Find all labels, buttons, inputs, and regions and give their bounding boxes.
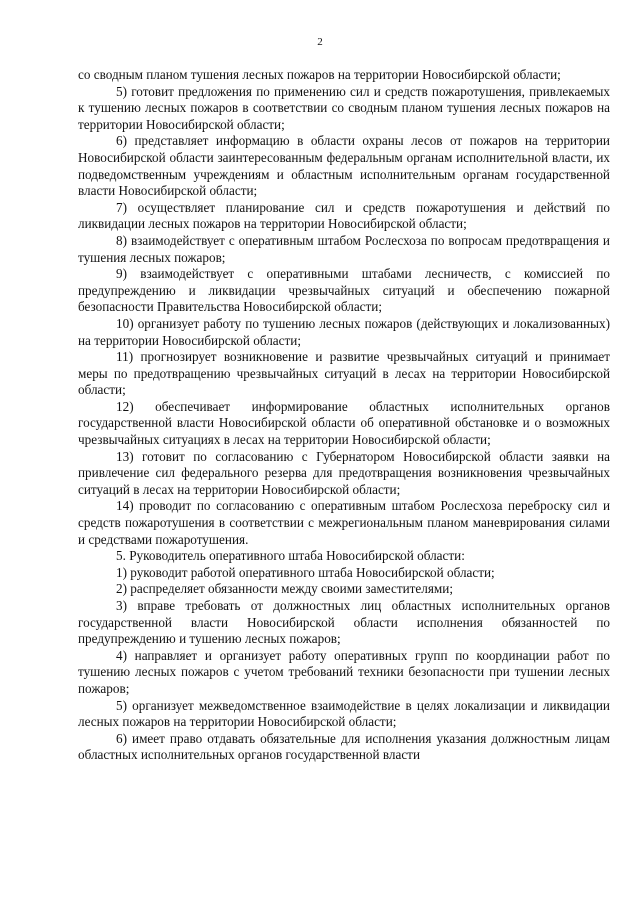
paragraph: 1) руководит работой оперативного штаба Новосибирской области; (116, 564, 495, 580)
page-number: 2 (317, 36, 323, 48)
paragraph: 5) организует межведомственное взаимодействие в целях локализации и ликвидации лесных пожаров на территории Новосибирской области; (78, 697, 610, 730)
paragraph: 13) готовит по согласованию с Губернатором Новосибирской области заявки на привлечение сил федерального резерва для предотвращения возникновения чрезвычайных ситуаций в лесах на территории Новосибирской области; (78, 448, 610, 497)
paragraph: 5. Руководитель оперативного штаба Новосибирской области: (116, 548, 465, 564)
document-body (78, 67, 610, 764)
paragraph: 7) осуществляет планирование сил и средств пожаротушения и действий по ликвидации лесных пожаров на территории Новосибирской области; (78, 199, 610, 232)
paragraph: 8) взаимодействует с оперативным штабом Рослесхоза по вопросам предотвращения и тушения лесных пожаров; (78, 232, 610, 265)
paragraph: 4) направляет и организует работу оперативных групп по координации работ по тушению лесных пожаров с учетом требований техники безопасности при тушении лесных пожаров; (78, 647, 610, 696)
paragraph: со сводным планом тушения лесных пожаров на территории Новосибирской области; (78, 67, 561, 82)
paragraph: 6) имеет право отдавать обязательные для исполнения указания должностным лицам областных исполнительных органов государственной власти (78, 730, 610, 763)
paragraph: 12) обеспечивает информирование областных исполнительных органов государственной власти Новосибирской области об оперативной обстановке и о возможных чрезвычайных ситуациях в лесах на территории Новосибирской области; (78, 398, 610, 448)
paragraph: 9) взаимодействует с оперативными штабами лесничеств, с комиссией по предупреждению и ликвидации чрезвычайных ситуаций и обеспечению пожарной безопасности Правительства Новосибирской области; (78, 266, 610, 315)
paragraph: 6) представляет информацию в области охраны лесов от пожаров на территории Новосибирской области заинтересованным федеральным органам исполнительной власти, их подведомственным учреждениям и областным исполнительным органам государственной власти Новосибирской области; (78, 133, 610, 199)
paragraph: 2) распределяет обязанности между своими заместителями; (116, 581, 453, 597)
paragraph: 10) организует работу по тушению лесных пожаров (действующих и локализованных) на территории Новосибирской области; (78, 315, 610, 348)
paragraph: 3) вправе требовать от должностных лиц областных исполнительных органов государственной власти Новосибирской области исполнения обязанностей по предупреждению и тушению лесных пожаров; (78, 598, 610, 647)
paragraph: 14) проводит по согласованию с оперативным штабом Рослесхоза переброску сил и средств пожаротушения в соответствии с межрегиональным планом маневрирования силами и средствами пожаротушения. (78, 498, 610, 547)
paragraph: 11) прогнозирует возникновение и развитие чрезвычайных ситуаций и принимает меры по предотвращению чрезвычайных ситуаций в лесах на территории Новосибирской области; (78, 349, 610, 398)
paragraph: 5) готовит предложения по применению сил и средств пожаротушения, привлекаемых к тушению лесных пожаров в соответствии со сводным планом тушения лесных пожаров на территории Новосибирской области; (78, 83, 610, 132)
